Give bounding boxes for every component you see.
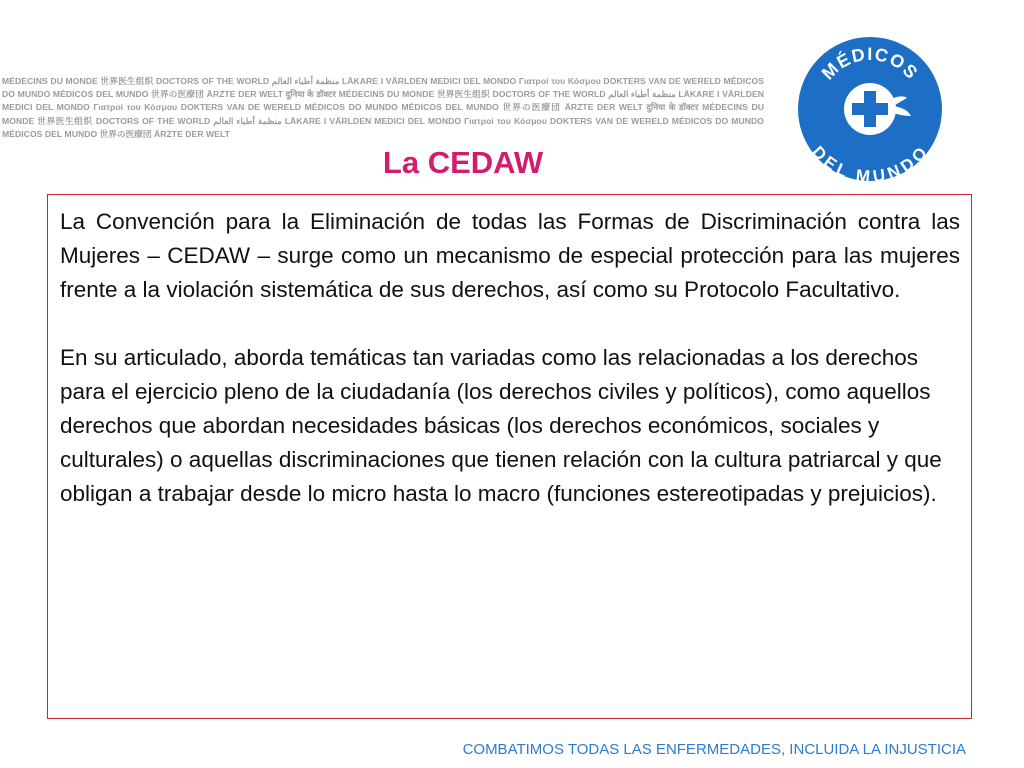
medicos-del-mundo-logo (797, 36, 943, 182)
footer-tagline: COMBATIMOS TODAS LAS ENFERMEDADES, INCLUIDA LA INJUSTICIA (462, 741, 966, 758)
logo-text-top: MÉDICOS (817, 43, 923, 84)
multilingual-banner: MÉDECINS DU MONDE 世界医生组织 DOCTORS OF THE WORLD منظمة أطباء العالم LÄKARE I VÄRLDEN MEDICI DEL MONDO Γιατροί του Κόσμου DOKTERS VAN DE WERELD MÉDICOS DO MUNDO MÉDICOS DEL MUNDO 世界の医療団 ÄRZTE DER WELT दुनिया के डॉक्टर MÉDECINS DU MONDE 世界医生组织 DOCTORS OF THE WORLD منظمة أطباء العالم LÄKARE I VÄRLDEN MEDICI DEL MONDO Γιατροί του Κόσμου DOKTERS VAN DE WERELD MÉDICOS DO MUNDO MÉDICOS DEL MUNDO 世界の医療団 ÄRZTE DER WELT दुनिया के डॉक्टर MÉDECINS DU MONDE 世界医生组织 DOCTORS OF THE WORLD منظمة أطباء العالم LÄKARE I VÄRLDEN MEDICI DEL MONDO Γιατροί του Κόσμου DOKTERS VAN DE WERELD MÉDICOS DO MUNDO MÉDICOS DEL MUNDO 世界の医療団 ÄRZTE DER WELT (2, 76, 764, 139)
slide-title: La CEDAW (382, 145, 544, 180)
paragraph-scope: En su articulado, aborda temáticas tan variadas como las relacionadas a los derechos para el ejercicio pleno de la ciudadanía (los derechos civiles y políticos), como aquellos derechos que abordan necesidades básicas (los derechos económicos, sociales y culturales) o aquellas discriminaciones que tienen relación con la cultura patriarcal y que obligan a trabajar desde lo micro hasta lo macro (funciones estereotipadas y prejuicios). (60, 345, 942, 506)
logo-text-bottom: DEL MUNDO (808, 142, 932, 182)
content-box (47, 194, 972, 719)
paragraph-definition: La Convención para la Eliminación de todas las Formas de Discriminación contra las Mujeres – CEDAW – surge como un mecanismo de especial protección para las mujeres frente a la violación sistemática de sus derechos, así como su Protocolo Facultativo. (60, 209, 960, 302)
